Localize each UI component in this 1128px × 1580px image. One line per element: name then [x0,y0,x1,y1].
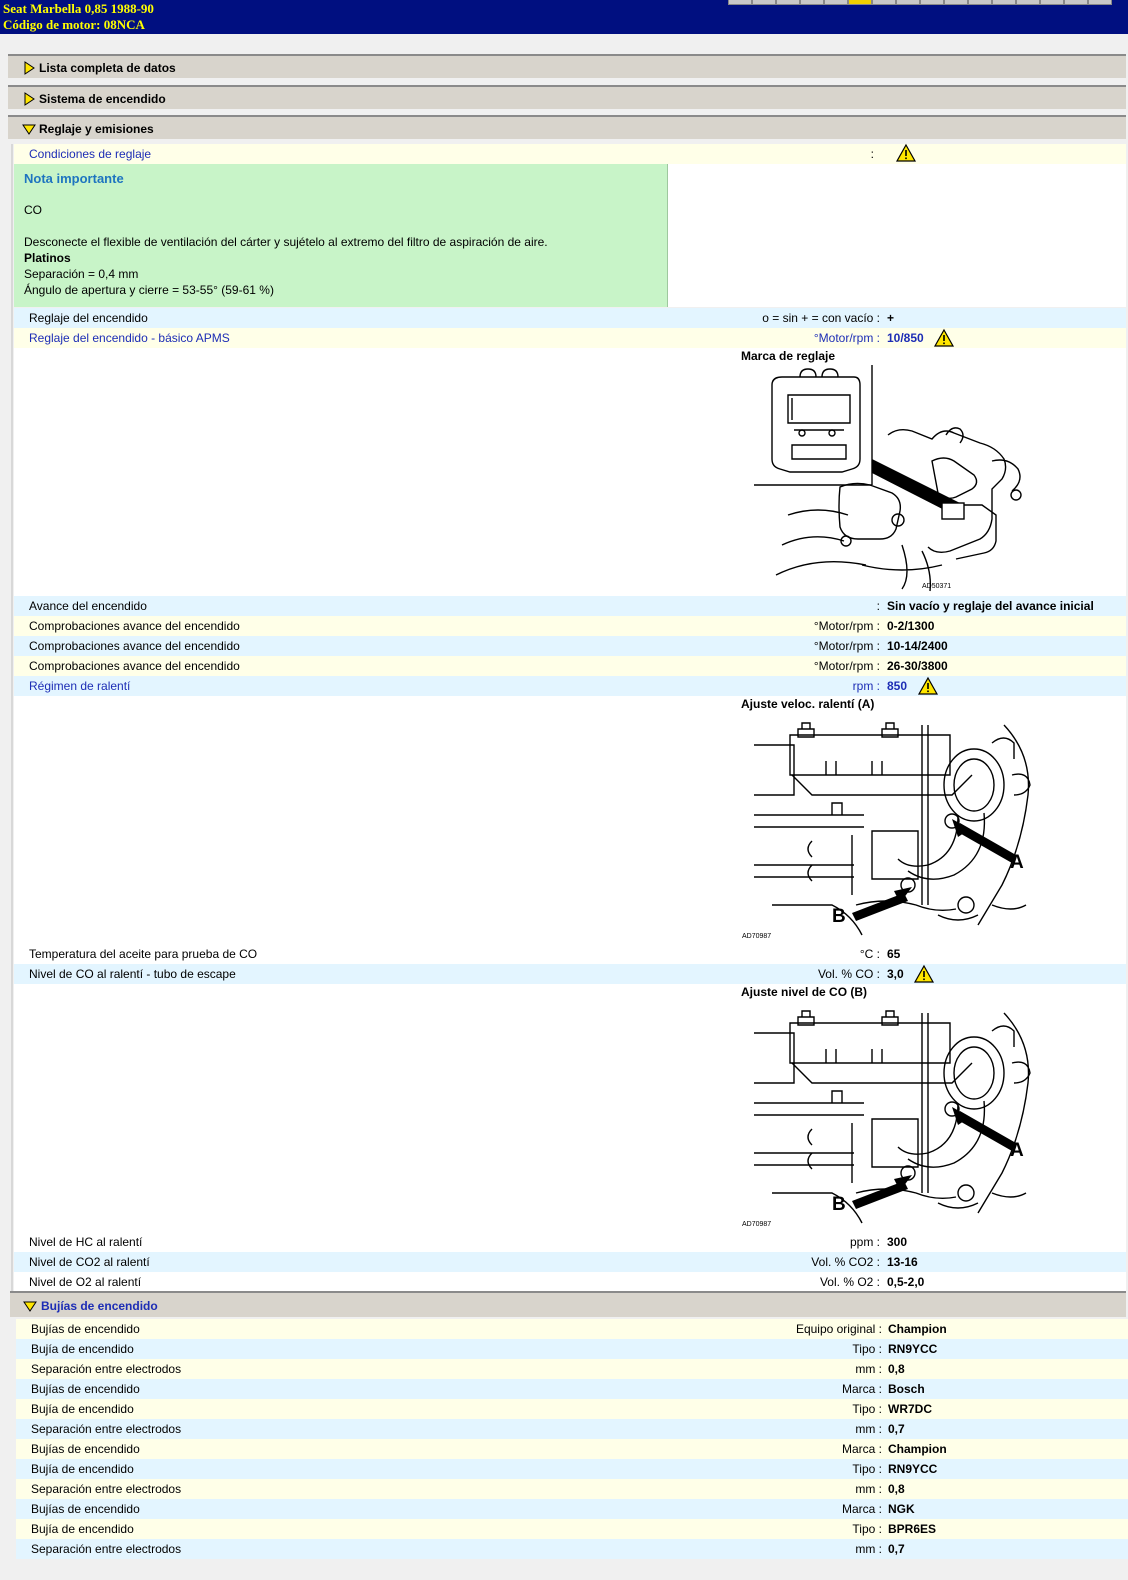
row-value: 0,8 [888,1482,905,1496]
row-value: 10/850 [887,331,924,345]
toolbar-button[interactable] [1088,0,1112,5]
row-value: WR7DC [888,1402,932,1416]
row-unit: ppm : [849,1235,880,1249]
row-label: Bujías de encendido [31,1442,140,1456]
row-unit: °Motor/rpm : [813,331,880,345]
row-unit: o = sin + = con vacío : [762,311,880,325]
row-label: Bujía de encendido [31,1462,134,1476]
table-row [16,1339,1128,1359]
table-row [16,1399,1128,1419]
toolbar-button[interactable] [800,0,824,5]
row-value: 0-2/1300 [887,619,935,633]
table-row [14,616,1126,636]
row-value: 3,0 [887,967,904,981]
toolbar-button[interactable] [1040,0,1064,5]
figure-code: AD70987 [742,933,772,940]
toolbar-button[interactable] [1016,0,1040,5]
table-row [14,1252,1126,1272]
toolbar-button[interactable] [872,0,896,5]
row-value: 0,7 [888,1422,905,1436]
row-label: Separación entre electrodos [31,1362,182,1376]
row-unit: °Motor/rpm : [813,619,880,633]
row-unit: mm : [855,1542,882,1556]
section-spark-plugs[interactable] [10,1291,1126,1317]
engine-code: Código de motor: 08NCA [3,17,145,32]
toolbar-button[interactable] [848,0,872,5]
row-unit: Tipo : [852,1522,882,1536]
table-row [16,1459,1128,1479]
callout-label: B [832,906,846,927]
important-note [14,164,668,307]
row-value: Champion [888,1322,947,1336]
toolbar-button[interactable] [968,0,992,5]
warning-icon[interactable] [934,329,954,347]
row-unit: Marca : [841,1502,882,1516]
table-row [14,1272,1126,1292]
section-label: Reglaje y emisiones [39,122,154,136]
row-conditions[interactable] [14,144,1126,164]
row-label: Bujías de encendido [31,1502,140,1516]
note-text: CO [24,203,42,217]
row-unit: mm : [855,1362,882,1376]
row-value: Champion [888,1442,947,1456]
row-label[interactable]: Reglaje del encendido - básico APMS [29,331,230,345]
row-unit: : [876,599,880,613]
row-label: Nivel de CO2 al ralentí [29,1255,150,1269]
timing-mark-diagram [752,365,1042,593]
toolbar-button[interactable] [1064,0,1088,5]
figure-code: AD50371 [922,583,952,590]
row-unit: rpm : [852,679,880,693]
row-label: Bujía de encendido [31,1402,134,1416]
co-level-adjust-diagram [742,1003,1042,1231]
note-text: Separación = 0,4 mm [24,267,139,281]
table-row [14,944,1126,964]
row-label: Separación entre electrodos [31,1482,182,1496]
row-label: Separación entre electrodos [31,1542,182,1556]
callout-label: B [832,1194,846,1215]
idle-speed-adjust-diagram [742,715,1042,943]
toolbar-button[interactable] [752,0,776,5]
table-row [16,1319,1128,1339]
table-row [16,1439,1128,1459]
row-label: Bujías de encendido [31,1322,140,1336]
toolbar-button[interactable] [824,0,848,5]
row-unit: °C : [859,947,880,961]
title-bar [0,0,1128,34]
section-full-data[interactable] [8,54,1126,78]
table-row [14,964,1126,984]
figure-title: Ajuste nivel de CO (B) [741,985,868,999]
row-value: Sin vacío y reglaje del avance inicial [887,599,1094,613]
row-value: + [887,311,895,325]
toolbar-button[interactable] [944,0,968,5]
row-value: RN9YCC [888,1462,938,1476]
toolbar-button[interactable] [992,0,1016,5]
row-label: Nivel de CO al ralentí - tubo de escape [29,967,236,981]
row-value: BPR6ES [888,1522,937,1536]
collapsed-arrow-icon [22,92,36,106]
row-value: 850 [887,679,908,693]
toolbar-button[interactable] [776,0,800,5]
row-value: 65 [887,947,901,961]
table-row [16,1379,1128,1399]
table-row [16,1479,1128,1499]
row-unit: mm : [855,1482,882,1496]
row-unit: Marca : [841,1442,882,1456]
section-ignition-system[interactable] [8,85,1126,109]
row-unit: Vol. % O2 : [819,1275,880,1289]
row-unit: Marca : [841,1382,882,1396]
row-label[interactable]: Régimen de ralentí [29,679,131,693]
section-label: Lista completa de datos [39,61,176,75]
expanded-arrow-icon [23,1299,37,1313]
row-label: Reglaje del encendido [29,311,148,325]
table-row [16,1519,1128,1539]
row-label: Bujías de encendido [31,1382,140,1396]
row-label: Bujía de encendido [31,1342,134,1356]
row-value: 300 [887,1235,908,1249]
divider [11,144,13,1294]
expanded-arrow-icon [22,122,36,136]
row-value: RN9YCC [888,1342,938,1356]
toolbar-button[interactable] [920,0,944,5]
figure-title: Ajuste veloc. ralentí (A) [741,697,875,711]
row-unit: °Motor/rpm : [813,639,880,653]
note-subtitle: Platinos [24,251,71,265]
callout-label: A [1010,1140,1024,1161]
warning-icon[interactable] [914,965,934,983]
row-label: Nivel de O2 al ralentí [29,1275,142,1289]
collapsed-arrow-icon [22,61,36,75]
row-value: NGK [888,1502,915,1516]
table-row [14,596,1126,616]
row-unit: mm : [855,1422,882,1436]
row-value: 26-30/3800 [887,659,948,673]
row-unit: °Motor/rpm : [813,659,880,673]
row-label: Avance del encendido [29,599,147,613]
row-label: Separación entre electrodos [31,1422,182,1436]
row-label: Comprobaciones avance del encendido [29,639,240,653]
section-label: Sistema de encendido [39,92,166,106]
table-row [14,636,1126,656]
note-text: Ángulo de apertura y cierre = 53-55° (59-61 %) [24,283,274,297]
row-value: 0,7 [888,1542,905,1556]
row-unit: Vol. % CO2 : [811,1255,880,1269]
warning-icon[interactable] [918,677,938,695]
row-unit: Tipo : [852,1462,882,1476]
table-row[interactable] [14,676,1126,696]
vehicle-title: Seat Marbella 0,85 1988-90 [3,1,154,16]
table-row[interactable] [14,328,1126,348]
table-row [14,308,1126,328]
figure-code: AD70987 [742,1221,772,1228]
row-unit: : [870,147,874,161]
row-value: 0,8 [888,1362,905,1376]
toolbar-button[interactable] [728,0,752,5]
row-label[interactable]: Condiciones de reglaje [29,147,152,161]
note-title: Nota importante [24,171,124,186]
row-unit: Tipo : [852,1342,882,1356]
table-row [16,1359,1128,1379]
warning-icon[interactable] [896,144,916,162]
note-text: Desconecte el flexible de ventilación del cárter y sujételo al extremo del filtro de aspiración de aire. [24,235,548,249]
row-label: Comprobaciones avance del encendido [29,659,240,673]
row-label: Bujía de encendido [31,1522,134,1536]
row-value: 0,5-2,0 [887,1275,925,1289]
section-adjustment-emissions[interactable] [8,115,1126,139]
table-row [16,1419,1128,1439]
table-row [16,1499,1128,1519]
row-unit: Vol. % CO : [817,967,880,981]
row-label: Comprobaciones avance del encendido [29,619,240,633]
row-value: 13-16 [887,1255,918,1269]
section-label: Bujías de encendido [41,1299,158,1313]
row-label: Temperatura del aceite para prueba de CO [29,947,258,961]
toolbar-button[interactable] [896,0,920,5]
row-value: Bosch [888,1382,925,1396]
callout-label: A [1010,852,1024,873]
table-row [14,1232,1126,1252]
row-value: 10-14/2400 [887,639,948,653]
row-unit: Tipo : [852,1402,882,1416]
table-row [14,656,1126,676]
table-row [16,1539,1128,1559]
row-unit: Equipo original : [795,1322,882,1336]
row-label: Nivel de HC al ralentí [29,1235,143,1249]
figure-title: Marca de reglaje [741,349,836,363]
